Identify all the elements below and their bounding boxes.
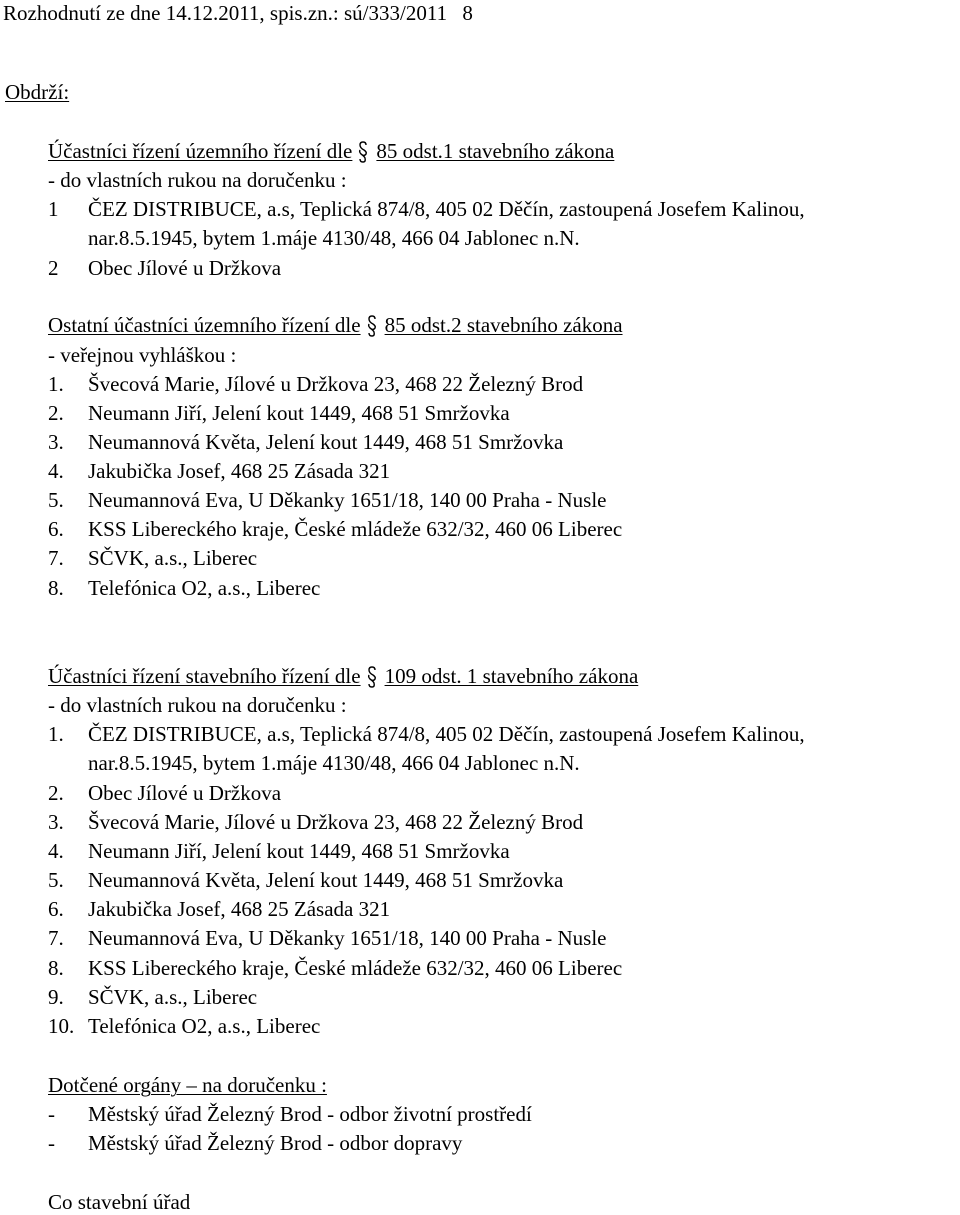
list-item: 6. Jakubička Josef, 468 25 Zásada 321	[48, 897, 391, 921]
paragraph-sign-icon	[356, 138, 370, 164]
list-item: 5. Neumannová Květa, Jelení kout 1449, 468 51 Smržovka	[48, 868, 564, 892]
page-header	[3, 0, 474, 26]
section2-title: Ostatní účastníci územního řízení dle 85 odst.2 stavebního zákona	[48, 313, 623, 337]
list-item: 2. Neumann Jiří, Jelení kout 1449, 468 51 Smržovka	[48, 401, 510, 425]
list-item-continuation: nar.8.5.1945, bytem 1.máje 4130/48, 466 04 Jablonec n.N.	[88, 226, 580, 250]
section1-title: Účastníci řízení územního řízení dle 85 odst.1 stavebního zákona	[48, 139, 615, 163]
list-item: 6. KSS Libereckého kraje, České mládeže 632/32, 460 06 Liberec	[48, 517, 623, 541]
header-text: Rozhodnutí ze dne 14.12.2011, spis.zn.: sú/333/2011	[3, 1, 448, 25]
section3-title: Účastníci řízení stavebního řízení dle 109 odst. 1 stavebního zákona	[48, 664, 639, 688]
page-number-fragment: 8	[462, 1, 473, 25]
section1-subtitle: - do vlastních rukou na doručenku :	[48, 168, 347, 192]
list-item: 1. ČEZ DISTRIBUCE, a.s, Teplická 874/8, 405 02 Děčín, zastoupená Josefem Kalinou,	[48, 722, 805, 746]
recipients-heading: Obdrží:	[5, 80, 70, 104]
paragraph-sign-icon	[365, 663, 379, 689]
list-item-continuation: nar.8.5.1945, bytem 1.máje 4130/48, 466 04 Jablonec n.N.	[88, 751, 580, 775]
section4-title: Dotčené orgány – na doručenku :	[48, 1073, 327, 1097]
list-item: 7. SČVK, a.s., Liberec	[48, 546, 258, 570]
list-item: 3. Švecová Marie, Jílové u Držkova 23, 468 22 Železný Brod	[48, 810, 584, 834]
footer-text: Co stavební úřad	[48, 1190, 191, 1214]
section2-subtitle: - veřejnou vyhláškou :	[48, 343, 237, 367]
list-item: 4. Neumann Jiří, Jelení kout 1449, 468 51 Smržovka	[48, 839, 510, 863]
list-item: 3. Neumannová Květa, Jelení kout 1449, 468 51 Smržovka	[48, 430, 564, 454]
list-item: 10. Telefónica O2, a.s., Liberec	[48, 1014, 321, 1038]
list-item: 2. Obec Jílové u Držkova	[48, 781, 282, 805]
list-item: 1. Švecová Marie, Jílové u Držkova 23, 468 22 Železný Brod	[48, 372, 584, 396]
list-item: - Městský úřad Železný Brod - odbor životní prostředí	[48, 1102, 532, 1126]
paragraph-sign-icon	[365, 312, 379, 338]
list-item: 9. SČVK, a.s., Liberec	[48, 985, 258, 1009]
list-item: - Městský úřad Železný Brod - odbor dopravy	[48, 1131, 463, 1155]
list-item: 8. KSS Libereckého kraje, České mládeže 632/32, 460 06 Liberec	[48, 956, 623, 980]
list-item: 4. Jakubička Josef, 468 25 Zásada 321	[48, 459, 391, 483]
list-item: 2 Obec Jílové u Držkova	[48, 256, 282, 280]
list-item: 5. Neumannová Eva, U Děkanky 1651/18, 140 00 Praha - Nusle	[48, 488, 607, 512]
list-item: 7. Neumannová Eva, U Děkanky 1651/18, 140 00 Praha - Nusle	[48, 926, 607, 950]
list-item: 1 ČEZ DISTRIBUCE, a.s, Teplická 874/8, 405 02 Děčín, zastoupená Josefem Kalinou,	[48, 197, 805, 221]
list-item: 8. Telefónica O2, a.s., Liberec	[48, 576, 321, 600]
section3-subtitle: - do vlastních rukou na doručenku :	[48, 693, 347, 717]
